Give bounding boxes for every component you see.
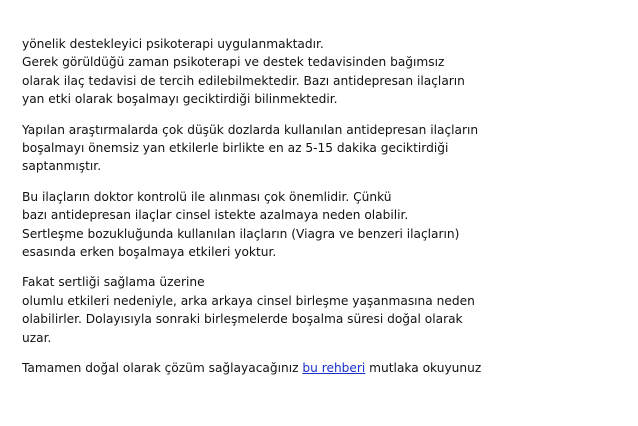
text-line: olumlu etkileri nedeniyle, arka arkaya cinsel birleşme yaşanmasına neden xyxy=(22,293,475,308)
paragraph-4 xyxy=(22,273,622,347)
text-line: Bu ilaçların doktor kontrolü ile alınması çok önemlidir. Çünkü xyxy=(22,189,392,204)
text-line: olabilirler. Dolayısıyla sonraki birleşmelerde boşalma süresi doğal olarak xyxy=(22,312,463,327)
text-line: olarak ilaç tedavisi de tercih edilebilmektedir. Bazı antidepresan ilaçların xyxy=(22,73,465,88)
text-line: boşalmayı önemsiz yan etkilerle birlikte en az 5-15 dakika geciktirdiği xyxy=(22,141,449,156)
text-line: Sertleşme bozukluğunda kullanılan ilaçların (Viagra ve benzeri ilaçların) xyxy=(22,226,460,241)
paragraph-3 xyxy=(22,188,622,262)
text-line: esasında erken boşalmaya etkileri yoktur. xyxy=(22,245,277,260)
text-line: saptanmıştır. xyxy=(22,159,102,174)
paragraph-final xyxy=(22,359,622,377)
final-line-before: Tamamen doğal olarak çözüm sağlayacağınız xyxy=(22,361,303,376)
text-line: yan etki olarak boşalmayı geciktirdiği bilinmektedir. xyxy=(22,92,338,107)
text-line: yönelik destekleyici psikoterapi uygulanmaktadır. xyxy=(22,37,324,51)
text-line: bazı antidepresan ilaçlar cinsel istekte azalmaya neden olabilir. xyxy=(22,208,409,223)
document-body xyxy=(22,35,622,390)
final-line xyxy=(22,359,622,377)
paragraph-2 xyxy=(22,121,622,176)
text-line: Fakat sertliği sağlama üzerine xyxy=(22,275,205,290)
final-line-after: mutlaka okuyunuz xyxy=(365,361,482,376)
paragraph-1 xyxy=(22,35,622,109)
text-line: Yapılan araştırmalarda çok düşük dozlarda kullanılan antidepresan ilaçların xyxy=(22,122,479,137)
guide-link[interactable]: bu rehberi xyxy=(302,361,366,376)
text-line: uzar. xyxy=(22,330,52,345)
text-line: Gerek görüldüğü zaman psikoterapi ve destek tedavisinden bağımsız xyxy=(22,55,445,70)
